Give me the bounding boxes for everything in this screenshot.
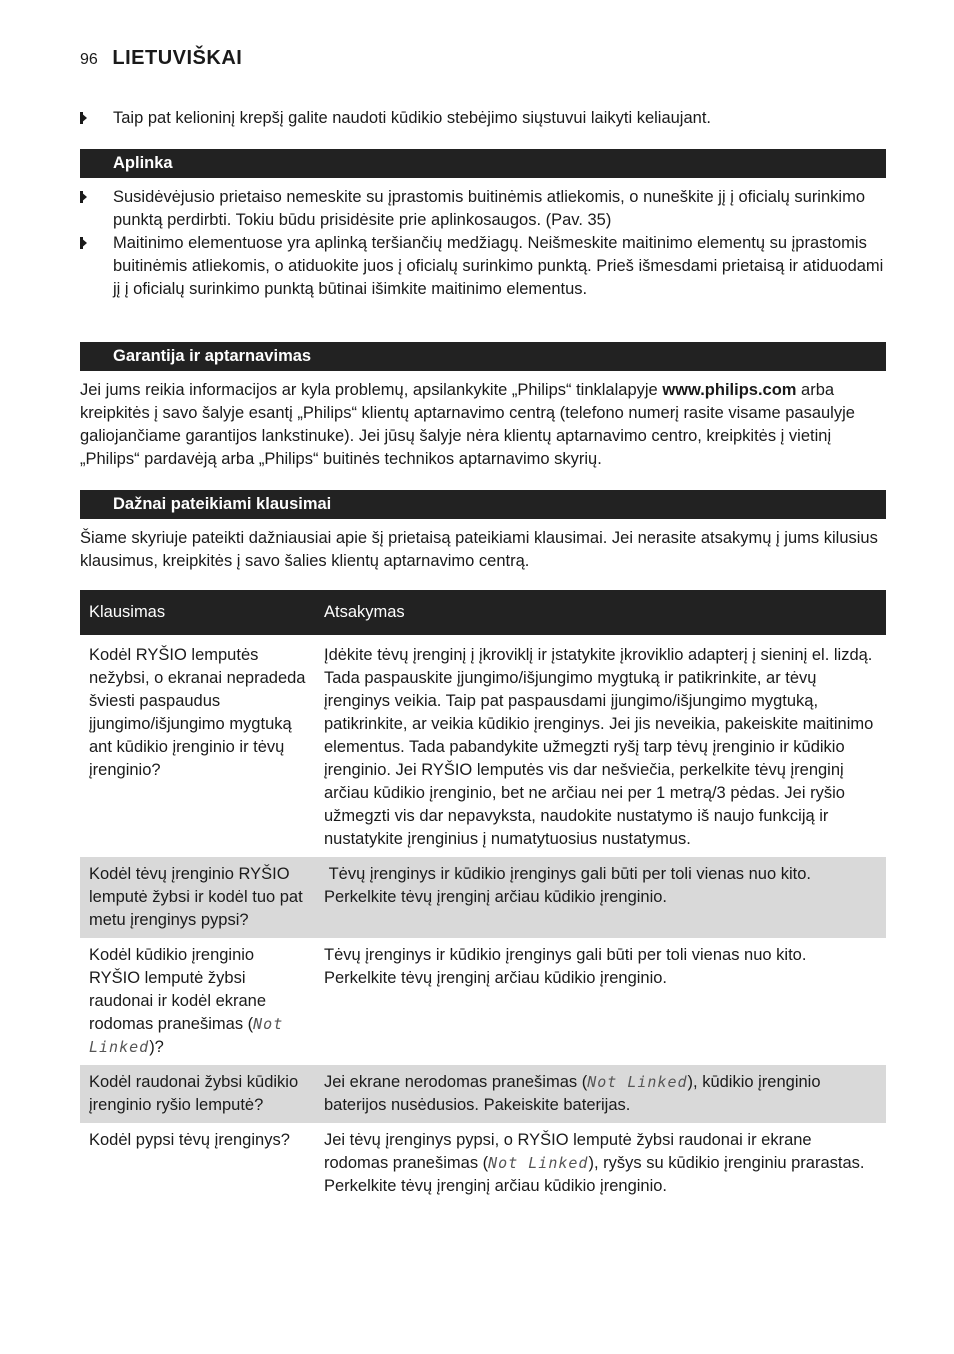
faq-answer: Tėvų įrenginys ir kūdikio įrenginys gali būti per toli vienas nuo kito. Perkelkite tėvų įrenginį arčiau kūdikio įrenginio. [315,857,886,938]
faq-row [80,635,886,857]
bullet-icon [80,191,87,203]
section-title-faq: Dažnai pateikiami klausimai [80,490,886,519]
faq-header-row [80,590,886,635]
question-text: Kodėl kūdikio įrenginio RYŠIO lemputė žybsi raudonai ir kodėl ekrane rodomas pranešimas ( [89,946,267,1033]
faq-question [80,938,315,1065]
answer-text: ), ryšys su kūdikio įrenginiu prarastas. Perkelkite tėvų įrenginį arčiau kūdikio įrenginio. [324,1154,865,1195]
faq-table [80,590,886,1204]
column-header-answer: Atsakymas [315,590,886,635]
not-linked-display-text: Not Linked [587,1073,688,1091]
faq-row [80,857,886,938]
faq-answer [315,1123,886,1204]
faq-question: Kodėl RYŠIO lemputės nežybsi, o ekranai nepradeda šviesti paspaudus įjungimo/išjungimo mygtuką ant kūdikio įrenginio ir tėvų įrenginio? [89,646,306,779]
faq-question: Kodėl tėvų įrenginio RYŠIO lemputė žybsi ir kodėl tuo pat metu įrenginys pypsi? [80,857,315,938]
intro-bullet [80,107,886,130]
answer-text: Jei tėvų įrenginys pypsi, o RYŠIO lemputė žybsi raudonai ir ekrane rodomas pranešimas ( [324,1131,812,1172]
bullet-text: Taip pat kelioninį krepšį galite naudoti kūdikio stebėjimo siųstuvui laikyti keliaujant. [113,109,711,127]
faq-answer: Tėvų įrenginys ir kūdikio įrenginys gali būti per toli vienas nuo kito. Perkelkite tėvų įrenginį arčiau kūdikio įrenginio. [324,946,807,987]
answer-text: Jei ekrane nerodomas pranešimas ( [324,1073,588,1091]
section-title-environment: Aplinka [80,149,886,178]
faq-question: Kodėl pypsi tėvų įrenginys? [89,1131,290,1149]
faq-row [80,1123,886,1204]
philips-website-link[interactable]: www.philips.com [662,381,797,399]
faq-row [80,1065,886,1123]
environment-bullet [80,186,886,232]
faq-row [80,938,886,1065]
guarantee-paragraph [80,379,886,471]
faq-answer: Įdėkite tėvų įrenginį į įkroviklį ir įstatykite įkroviklio adapterį į sieninį el. lizdą. Tada paspauskite įjungimo/išjungimo mygtuką ir patikrinkite, ar tėvų įrenginys veikia. Taip pat paspausdami įjungimo/išjungimo mygtuką, patikrinkite, ar veikia kūdikio įrenginys. Jei jis neveikia, pakeiskite maitinimo elementus. Tada pabandykite užmegzti ryšį tarp tėvų įrenginio ir kūdikio įrenginio. Jei RYŠIO lemputės vis dar nešviečia, perkelkite tėvų įrenginį arčiau kūdikio įrenginio, bet ne arčiau nei per 1 metrą/3 pėdas. Jei ryšio užmegzti vis dar nepavyksta, naudokite nustatymo iš naujo funkciją ir nustatykite įrenginius į numatytuosius nustatymus. [324,646,874,848]
language-heading: LIETUVIŠKAI [112,47,243,69]
bullet-text: Susidėvėjusio prietaiso nemeskite su įprastomis buitinėmis atliekomis, o nuneškite jį į oficialų surinkimo punktą perdirbti. Tokiu būdu prisidėsite prie aplinkosaugos. (Pav. 35) [113,188,865,229]
faq-intro: Šiame skyriuje pateikti dažniausiai apie šį prietaisą pateikiami klausimai. Jei nerasite atsakymų į jums kilusius klausimus, kreipkitės į savo šalies klientų aptarnavimo centrą. [80,529,878,570]
not-linked-display-text: Not Linked [488,1154,589,1172]
question-text: )? [149,1038,164,1056]
bullet-icon [80,112,87,124]
guarantee-text-start: Jei jums reikia informacijos ar kyla problemų, apsilankykite „Philips“ tinklalapyje [80,381,663,399]
section-title-guarantee: Garantija ir aptarnavimas [80,342,886,371]
page-header [80,47,242,77]
guarantee-text-end: arba kreipkitės į savo šalyje esantį „Philips“ klientų aptarnavimo centrą (telefono numerį rasite visame pasaulyje galiojančiame garantijos lankstinuke). Jei jūsų šalyje nėra klientų aptarnavimo centro, kreipkitės į vietinį „Philips“ pardavėją arba „Philips“ buitinės technikos aptarnavimo skyrių. [80,381,855,468]
column-header-question: Klausimas [80,590,315,635]
answer-text: ), kūdikio įrenginio baterijos nusėdusios. Pakeiskite baterijas. [324,1073,821,1114]
environment-bullet [80,232,886,301]
faq-answer [315,1065,886,1123]
bullet-text: Maitinimo elementuose yra aplinką teršiančių medžiagų. Neišmeskite maitinimo elementų su įprastomis buitinėmis atliekomis, o atiduokite juos į oficialų surinkimo punktą. Prieš išmesdami prietaisą ir atiduodami jį į oficialų surinkimo punktą būtinai išimkite maitinimo elementus. [113,234,884,298]
faq-question: Kodėl raudonai žybsi kūdikio įrenginio ryšio lemputė? [80,1065,315,1123]
not-linked-display-text: Not Linked [89,1015,284,1056]
bullet-icon [80,237,87,249]
page-number: 96 [80,51,98,68]
